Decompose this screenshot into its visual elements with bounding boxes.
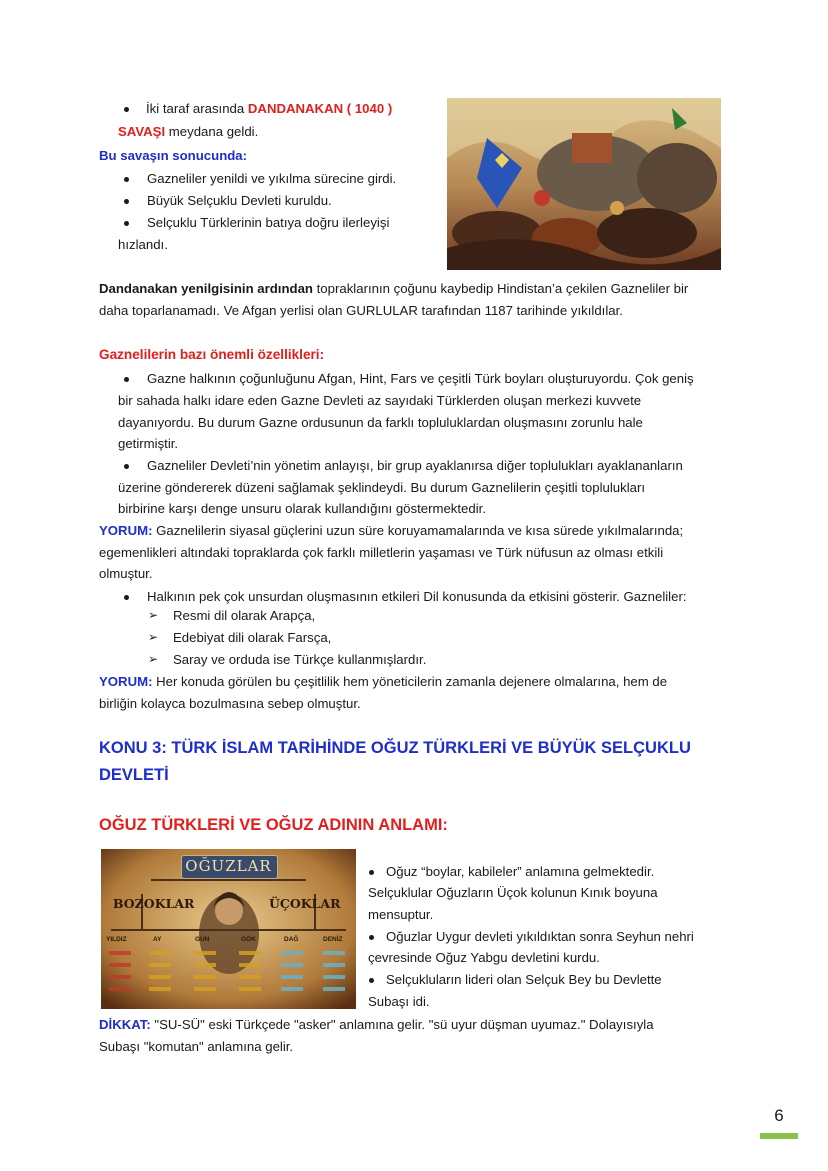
battle-name: DANDANAKAN ( 1040 ) (247, 101, 393, 116)
section-title-cont: DEVLETİ (99, 766, 169, 784)
oguz-line: mensuptur. (368, 907, 434, 922)
bullet-icon (124, 199, 129, 204)
result-item: Selçuklu Türklerinin batıya doğru ilerleyişi (147, 215, 390, 230)
son-label: DAĞ (284, 936, 299, 943)
paragraph-line: daha toparlanamadı. Ve Afgan yerlisi olan GURLULAR tarafından 1187 tarihinde yıkıldılar. (99, 303, 623, 318)
sub-item: Saray ve orduda ise Türkçe kullanmışlardır. (173, 652, 427, 667)
oguzlar-chart-image (101, 849, 356, 1009)
feature-line: birbirine karşı denge unsuru olarak kullandığını göstermektedir. (118, 501, 486, 516)
bullet-icon (369, 978, 374, 983)
son-label: DENİZ (323, 936, 343, 943)
battle-painting (447, 98, 721, 270)
dikkat-line: Subaşı "komutan" anlamına gelir. (99, 1039, 294, 1054)
result-item-cont: hızlandı. (118, 237, 168, 252)
section-title: KONU 3: TÜRK İSLAM TARİHİNDE OĞUZ TÜRKLERİ VE BÜYÜK SELÇUKLU (99, 739, 691, 757)
bullet-icon (124, 464, 129, 469)
result-item: Gazneliler yenildi ve yıkılma sürecine girdi. (147, 171, 397, 186)
son-label: YILDIZ (106, 936, 127, 943)
results-heading: Bu savaşın sonucunda: (99, 148, 248, 163)
bullet-battle: İki taraf arasında DANDANAKAN ( 1040 ) (146, 101, 393, 116)
yorum-line: egemenlikleri altındaki topraklarda çok farklı milletlerin yaşaması ve Türk nüfusun az olması etkili (99, 545, 664, 560)
feature-line: Gazne halkının çoğunluğunu Afgan, Hint, Fars ve çeşitli Türk boyları oluşturuyordu. Çok geniş (147, 371, 694, 386)
sub-item: Edebiyat dili olarak Farsça, (173, 630, 332, 645)
bullet-icon (369, 870, 374, 875)
yorum-line: birliğin kolayca bozulmasına sebep olmuştur. (99, 696, 361, 711)
features-heading: Gaznelilerin bazı önemli özellikleri: (99, 347, 325, 362)
bullet-icon (124, 377, 129, 382)
bullet-icon (124, 595, 129, 600)
feature-line: üzerine göndererek düzeni sağlamak şeklindeydi. Bu durum Gaznelilerin çeşitli toplulukları (118, 480, 646, 495)
yorum-label: YORUM: (99, 523, 153, 538)
paragraph-line: Dandanakan yenilgisinin ardından topraklarının çoğunu kaybedip Hindistan’a çekilen Gazneliler bir (99, 281, 689, 296)
sub-item: Resmi dil olarak Arapça, (173, 608, 316, 623)
son-label: GÖK (241, 936, 256, 943)
arrow-icon: ➢ (148, 608, 159, 622)
feature-line: dayanıyordu. Bu durum Gazne ordusunun da farklı topluluklardan oluşmasını zorunlu hale (118, 415, 643, 430)
yorum-label: YORUM: (99, 674, 153, 689)
oguz-line: Oğuz “boylar, kabileler” anlamına gelmektedir. (386, 864, 655, 879)
bullet-icon (124, 221, 129, 226)
page-number-bar (760, 1133, 798, 1139)
bullet-icon (124, 177, 129, 182)
dikkat-line: DİKKAT: "SU-SÜ" eski Türkçede "asker" anlamına gelir. "sü uyur düşman uyumaz." Dolayısıyla (99, 1017, 654, 1032)
oguz-line: Selçuklular Oğuzların Üçok kolunun Kınık boyuna (368, 885, 658, 900)
oguz-line: çevresinde Oğuz Yabgu devletini kurdu. (368, 950, 600, 965)
bozoklar-label: BOZOKLAR (113, 896, 195, 911)
bullet-icon (124, 107, 129, 112)
feature-line: getirmiştir. (118, 436, 179, 451)
bullet-icon (369, 935, 374, 940)
feature-line: bir sahada halkı idare eden Gazne Devleti az sayıdaki Türklerden oluşan merkezi kuvvete (118, 393, 642, 408)
oguzlar-title: OĞUZLAR (185, 857, 272, 875)
ucoklar-label: ÜÇOKLAR (269, 896, 341, 911)
arrow-icon: ➢ (148, 652, 159, 666)
son-label: GÜN (195, 936, 210, 943)
subsection-title: OĞUZ TÜRKLERİ VE OĞUZ ADININ ANLAMI: (99, 816, 448, 834)
yorum-line: YORUM: Gaznelilerin siyasal güçlerini uzun süre koruyamamalarında ve kısa sürede yıkılmalarında; (99, 523, 684, 538)
feature-line: Halkının pek çok unsurdan oluşmasının etkileri Dil konusunda da etkisini gösterir. Gazneliler: (147, 589, 687, 604)
dikkat-label: DİKKAT: (99, 1017, 151, 1032)
son-label: AY (153, 936, 162, 943)
yorum-line: YORUM: Her konuda görülen bu çeşitlilik hem yöneticilerin zamanla dejenere olmalarına, hem de (99, 674, 668, 689)
oguz-line: Selçukluların lideri olan Selçuk Bey bu Devlette (386, 972, 662, 987)
oguz-line: Oğuzlar Uygur devleti yıkıldıktan sonra Seyhun nehri (386, 929, 694, 944)
page-number: 6 (774, 1106, 784, 1125)
oguz-line: Subaşı idi. (368, 994, 430, 1009)
bullet-battle-cont: SAVAŞI meydana geldi. (118, 124, 259, 139)
yorum-line: olmuştur. (99, 566, 153, 581)
result-item: Büyük Selçuklu Devleti kuruldu. (147, 193, 332, 208)
arrow-icon: ➢ (148, 630, 159, 644)
feature-line: Gazneliler Devleti’nin yönetim anlayışı, bir grup ayaklanırsa diğer toplulukları ayaklananların (147, 458, 683, 473)
